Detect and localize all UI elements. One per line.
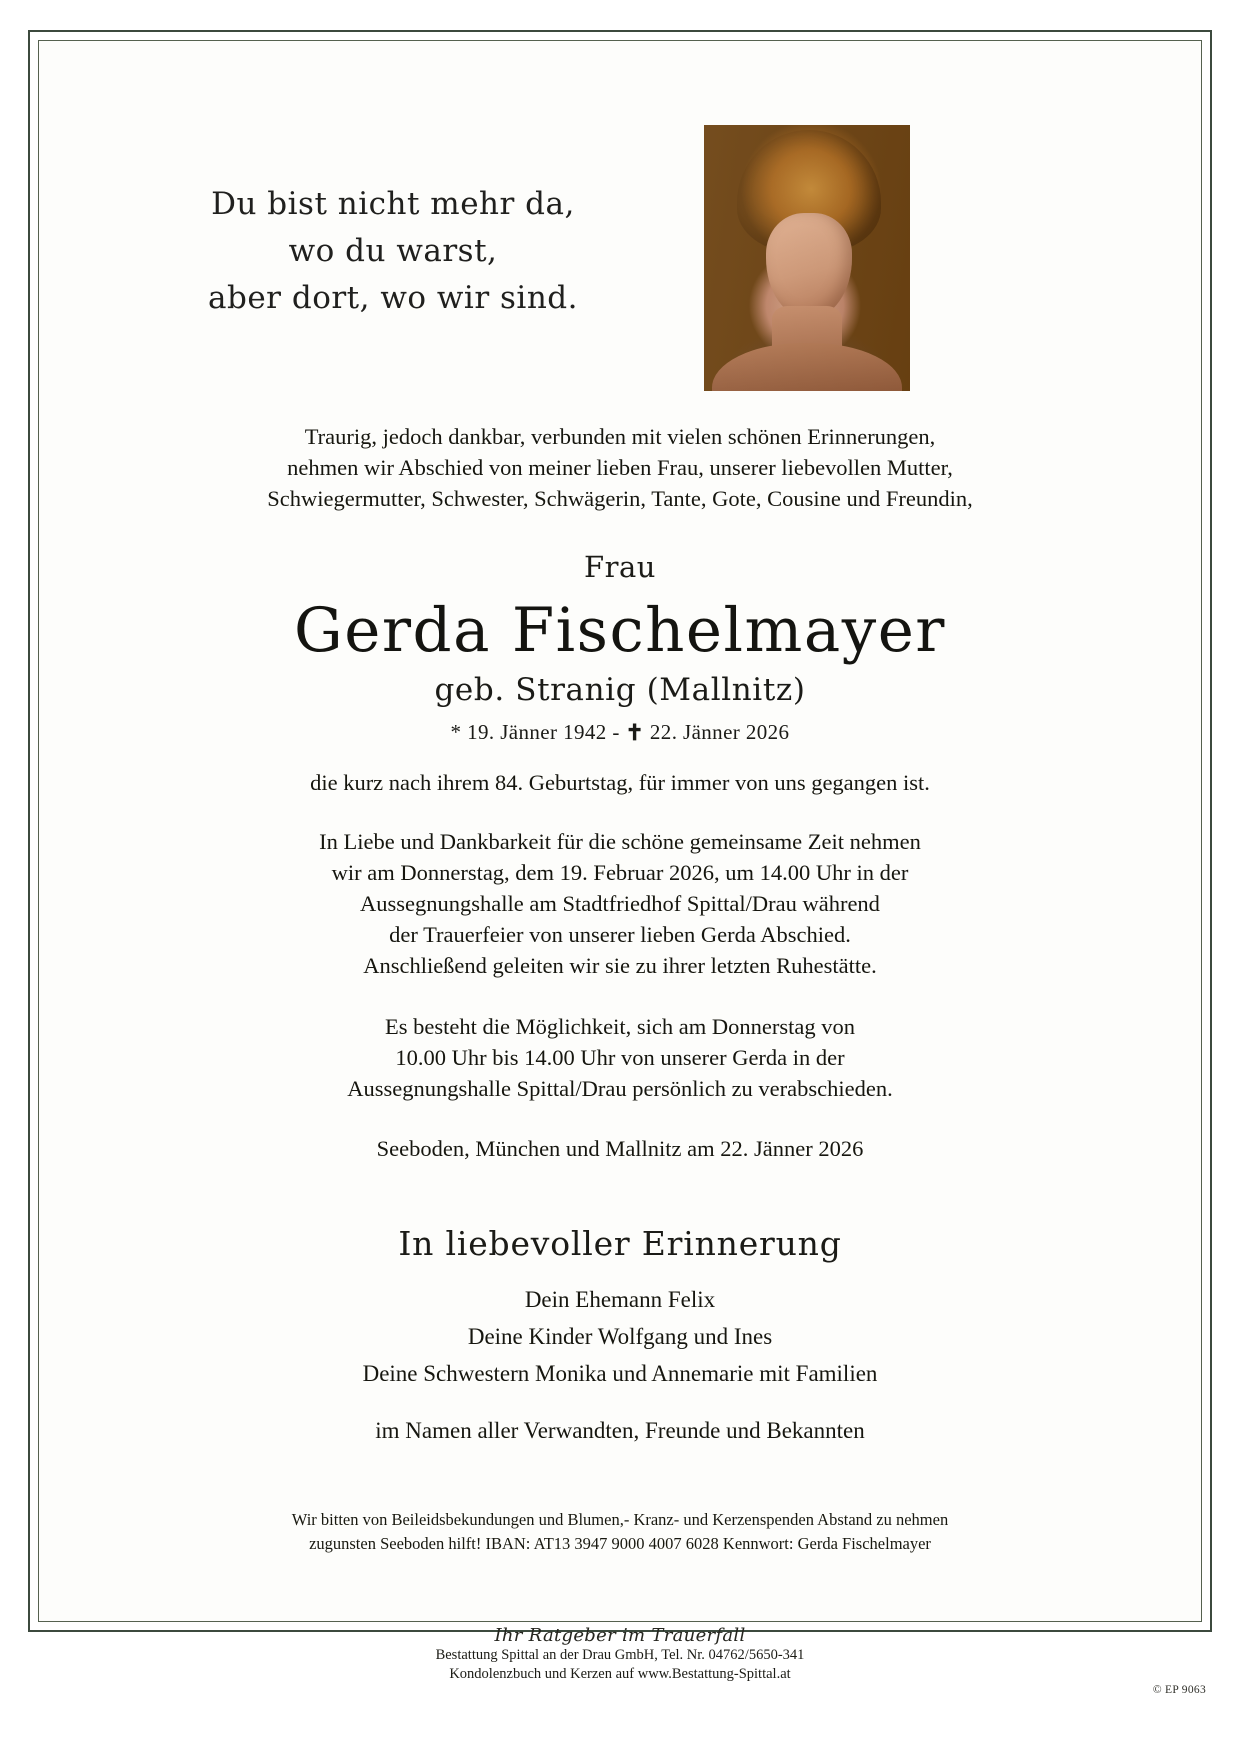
- imprint-company: Bestattung Spittal an der Drau GmbH, Tel. Nr. 04762/5650-341: [435, 1647, 805, 1663]
- ceremony-line-4: der Trauerfeier von unserer lieben Gerda Abschied.: [389, 922, 851, 947]
- viewing-line-3: Aussegnungshalle Spittal/Drau persönlich zu verabschieden.: [347, 1076, 893, 1101]
- deceased-name: Gerda Fischelmayer: [294, 595, 946, 666]
- notice-line-2: zugunsten Seeboden hilft! IBAN: AT13 3947 9000 4007 6028 Kennwort: Gerda Fischelmayer: [309, 1534, 931, 1553]
- birth-symbol: *: [450, 720, 462, 744]
- portrait-shading: [704, 125, 910, 391]
- maiden-name: geb. Stranig (Mallnitz): [434, 672, 806, 708]
- date-separator: -: [612, 720, 620, 744]
- funeral-home-imprint: [118, 1625, 1122, 1684]
- announcement-body: [118, 421, 1122, 1556]
- family-line-2: Deine Kinder Wolfgang und Ines: [467, 1324, 773, 1349]
- death-date: 22. Jänner 2026: [649, 720, 790, 744]
- family-line-3: Deine Schwestern Monika und Annemarie mit Familien: [362, 1361, 878, 1386]
- header-area: [118, 41, 1122, 413]
- verse-line-1: Du bist nicht mehr da,: [211, 186, 575, 222]
- birth-date: 19. Jänner 1942: [467, 720, 607, 744]
- verse-line-2: wo du warst,: [288, 233, 498, 269]
- memoriam-heading: In liebevoller Erinnerung: [398, 1224, 842, 1263]
- ceremony-paragraph: [118, 826, 1122, 981]
- age-note: die kurz nach ihrem 84. Geburtstag, für immer von uns gegangen ist.: [310, 770, 930, 795]
- viewing-paragraph: [118, 1011, 1122, 1104]
- ceremony-line-1: In Liebe und Dankbarkeit für die schöne gemeinsame Zeit nehmen: [319, 829, 921, 854]
- portrait-photo: [704, 125, 910, 391]
- life-dates: [118, 720, 1122, 746]
- closing-line: im Namen aller Verwandten, Freunde und Bekannten: [375, 1418, 865, 1443]
- intro-line-3: Schwiegermutter, Schwester, Schwägerin, Tante, Gote, Cousine und Freundin,: [267, 486, 973, 511]
- family-list: [118, 1281, 1122, 1392]
- ceremony-line-2: wir am Donnerstag, dem 19. Februar 2026, um 14.00 Uhr in der: [331, 860, 909, 885]
- imprint-slogan: Ihr Ratgeber im Trauerfall: [494, 1625, 746, 1646]
- salutation: Frau: [584, 550, 656, 584]
- viewing-line-2: 10.00 Uhr bis 14.00 Uhr von unserer Gerda in der: [395, 1045, 845, 1070]
- ceremony-line-5: Anschließend geleiten wir sie zu ihrer letzten Ruhestätte.: [363, 953, 877, 978]
- cross-icon: ✝: [625, 720, 645, 745]
- place-and-date: Seeboden, München und Mallnitz am 22. Jänner 2026: [376, 1136, 864, 1161]
- family-line-1: Dein Ehemann Felix: [524, 1287, 716, 1312]
- verse-line-3: aber dort, wo wir sind.: [208, 280, 578, 316]
- memorial-verse: [158, 181, 628, 322]
- copyright-code: © EP 9063: [1152, 1684, 1206, 1696]
- card-content: [118, 41, 1122, 1621]
- portrait-image: [704, 125, 910, 391]
- intro-line-2: nehmen wir Abschied von meiner lieben Frau, unserer liebevollen Mutter,: [287, 455, 953, 480]
- viewing-line-1: Es besteht die Möglichkeit, sich am Donnerstag von: [385, 1014, 855, 1039]
- ceremony-line-3: Aussegnungshalle am Stadtfriedhof Spittal/Drau während: [360, 891, 880, 916]
- intro-paragraph: [118, 421, 1122, 514]
- intro-line-1: Traurig, jedoch dankbar, verbunden mit vielen schönen Erinnerungen,: [304, 424, 936, 449]
- notice-line-1: Wir bitten von Beileidsbekundungen und Blumen,- Kranz- und Kerzenspenden Abstand zu nehmen: [291, 1510, 949, 1529]
- donation-notice: [118, 1508, 1122, 1556]
- imprint-website[interactable]: Kondolenzbuch und Kerzen auf www.Bestattung-Spittal.at: [449, 1666, 791, 1682]
